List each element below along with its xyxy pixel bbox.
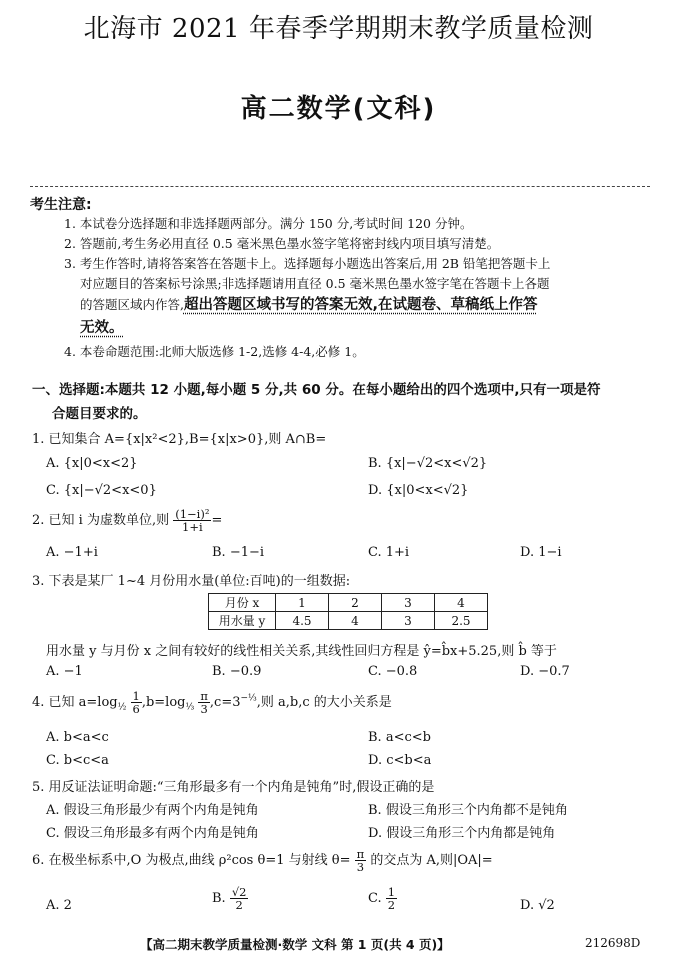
q4-option-b: B. a<c<b [368,730,431,745]
page-footer: 【高二期末教学质量检测·数学 文科 第 1 页(共 4 页)】 [140,937,450,952]
divider-line [30,186,650,187]
q4-stem [32,690,392,715]
notice-item-2: 2. 答题前,考生务必用直径 0.5 毫米黑色墨水签字笔将密封线内项目填写清楚。 [64,236,500,251]
q1-option-c: C. {x|−√2<x<0} [46,483,157,498]
q5-option-d: D. 假设三角形三个内角都是钝角 [368,826,556,841]
q2-frac-den: 1+i [182,520,203,534]
section-heading [32,378,600,426]
q3-option-a: A. −1 [46,664,83,679]
table-cell: 3 [382,594,435,612]
q4-a-base: ½ [117,702,127,713]
q4-stem-c: ,c=3 [209,695,241,710]
notice-item-3: 3. 考生作答时,请将答案答在答题卡上。选择题每小题选出答案后,用 2B 铅笔把答题卡上 [64,256,551,271]
q4-a-fraction [131,690,142,715]
table-cell: 2 [329,594,382,612]
q4-a-num: 1 [132,689,140,703]
notice-item-3-cont: 对应题目的答案标号涂黑;非选择题请用直径 0.5 毫米黑色墨水签字笔在答题卡上各题 [80,276,550,291]
q6-option-a: A. 2 [46,898,72,913]
q6-stem-b: 的交点为 A,则|OA|= [370,853,493,868]
q4-option-c: C. b<c<a [46,753,109,768]
q4-option-d: D. c<b<a [368,753,432,768]
q6-b-fraction [230,886,249,911]
q6-stem [32,848,493,873]
q6-option-c [368,886,397,911]
q6-option-b [212,886,248,911]
notice-item-3-tail [80,295,538,315]
q1-option-d: D. {x|0<x<√2} [368,483,469,498]
notice-heading: 考生注意: [30,197,92,213]
notice-emphasis: 超出答题区域书写的答案无效,在试题卷、草稿纸上作答 [183,297,538,313]
q2-equals: = [211,513,223,528]
q5-option-b: B. 假设三角形三个内角都不是钝角 [368,803,568,818]
q2-stem-text: 2. 已知 i 为虚数单位,则 [32,513,170,528]
q1-option-a: A. {x|0<x<2} [46,456,138,471]
q2-stem [32,508,222,533]
q2-option-b: B. −1−i [212,545,265,560]
table-cell: 4.5 [276,612,329,630]
table-cell: 4 [435,594,488,612]
q6-stem-a: 6. 在极坐标系中,O 为极点,曲线 ρ²cos θ=1 与射线 θ= [32,853,351,868]
q3-text: 用水量 y 与月份 x 之间有较好的线性相关关系,其线性回归方程是 ŷ=b̂x+5.25,则 b̂ 等于 [46,644,557,659]
q2-fraction [173,508,211,533]
q6-fraction [355,848,367,873]
table-cell: 1 [276,594,329,612]
q6-c-fraction [386,886,397,911]
q2-option-c: C. 1+i [368,545,410,560]
notice-emphasis-end: 无效。 [80,320,124,336]
q6-b-den: 2 [235,898,243,912]
q4-option-a: A. b<a<c [46,730,109,745]
q6-option-d: D. √2 [520,898,555,913]
q6-c-prefix: C. [368,891,382,906]
section-heading-line2: 合题目要求的。 [52,406,147,422]
q4-b-fraction [198,690,210,715]
table-row [209,612,488,630]
table-cell: 3 [382,612,435,630]
table-cell: 月份 x [209,594,276,612]
q3-data-table [208,593,488,630]
q5-stem: 5. 用反证法证明命题:“三角形最多有一个内角是钝角”时,假设正确的是 [32,780,435,795]
q4-a-den: 6 [132,702,140,716]
q2-option-d: D. 1−i [520,545,562,560]
q6-b-num: √2 [231,885,247,899]
notice-item-3-lead: 的答题区域内作答, [80,297,184,312]
q3-stem: 3. 下表是某厂 1~4 月份用水量(单位:百吨)的一组数据: [32,574,351,589]
exam-title: 北海市 2021 年春季学期期末教学质量检测 [83,14,594,44]
q1-stem: 1. 已知集合 A={x|x²<2},B={x|x>0},则 A∩B= [32,432,327,447]
q6-frac-num: π [356,847,365,861]
q6-c-den: 2 [387,898,396,912]
q5-option-a: A. 假设三角形最少有两个内角是钝角 [46,803,259,818]
q2-option-a: A. −1+i [46,545,98,560]
notice-item-1: 1. 本试卷分选择题和非选择题两部分。满分 150 分,考试时间 120 分钟。 [64,216,473,231]
q4-stem-a: 4. 已知 a=log [32,695,118,710]
q6-b-prefix: B. [212,891,226,906]
q1-option-b: B. {x|−√2<x<√2} [368,456,488,471]
q4-stem-b: ,b=log [141,695,186,710]
table-cell: 4 [329,612,382,630]
q2-frac-num: (1−i)² [175,507,210,521]
q3-option-b: B. −0.9 [212,664,262,679]
q4-stem-d: ,则 a,b,c 的大小关系是 [256,695,392,710]
q4-b-base: ⅓ [185,702,195,713]
q6-c-num: 1 [387,885,396,899]
q5-option-c: C. 假设三角形最多有两个内角是钝角 [46,826,259,841]
table-cell: 2.5 [435,612,488,630]
q3-option-c: C. −0.8 [368,664,418,679]
q6-frac-den: 3 [356,860,365,874]
exam-subtitle: 高二数学(文科) [240,94,437,124]
notice-item-4: 4. 本卷命题范围:北师大版选修 1-2,选修 4-4,必修 1。 [64,344,365,359]
q4-b-den: 3 [200,702,208,716]
section-heading-line1: 一、选择题:本题共 12 小题,每小题 5 分,共 60 分。在每小题给出的四个选项中,只有一项是符 [32,382,601,398]
q4-b-num: π [200,689,208,703]
q3-option-d: D. −0.7 [520,664,570,679]
exam-code: 212698D [585,936,641,950]
table-row [209,594,488,612]
table-cell: 用水量 y [209,612,276,630]
q4-c-exp: −⅓ [240,693,257,704]
